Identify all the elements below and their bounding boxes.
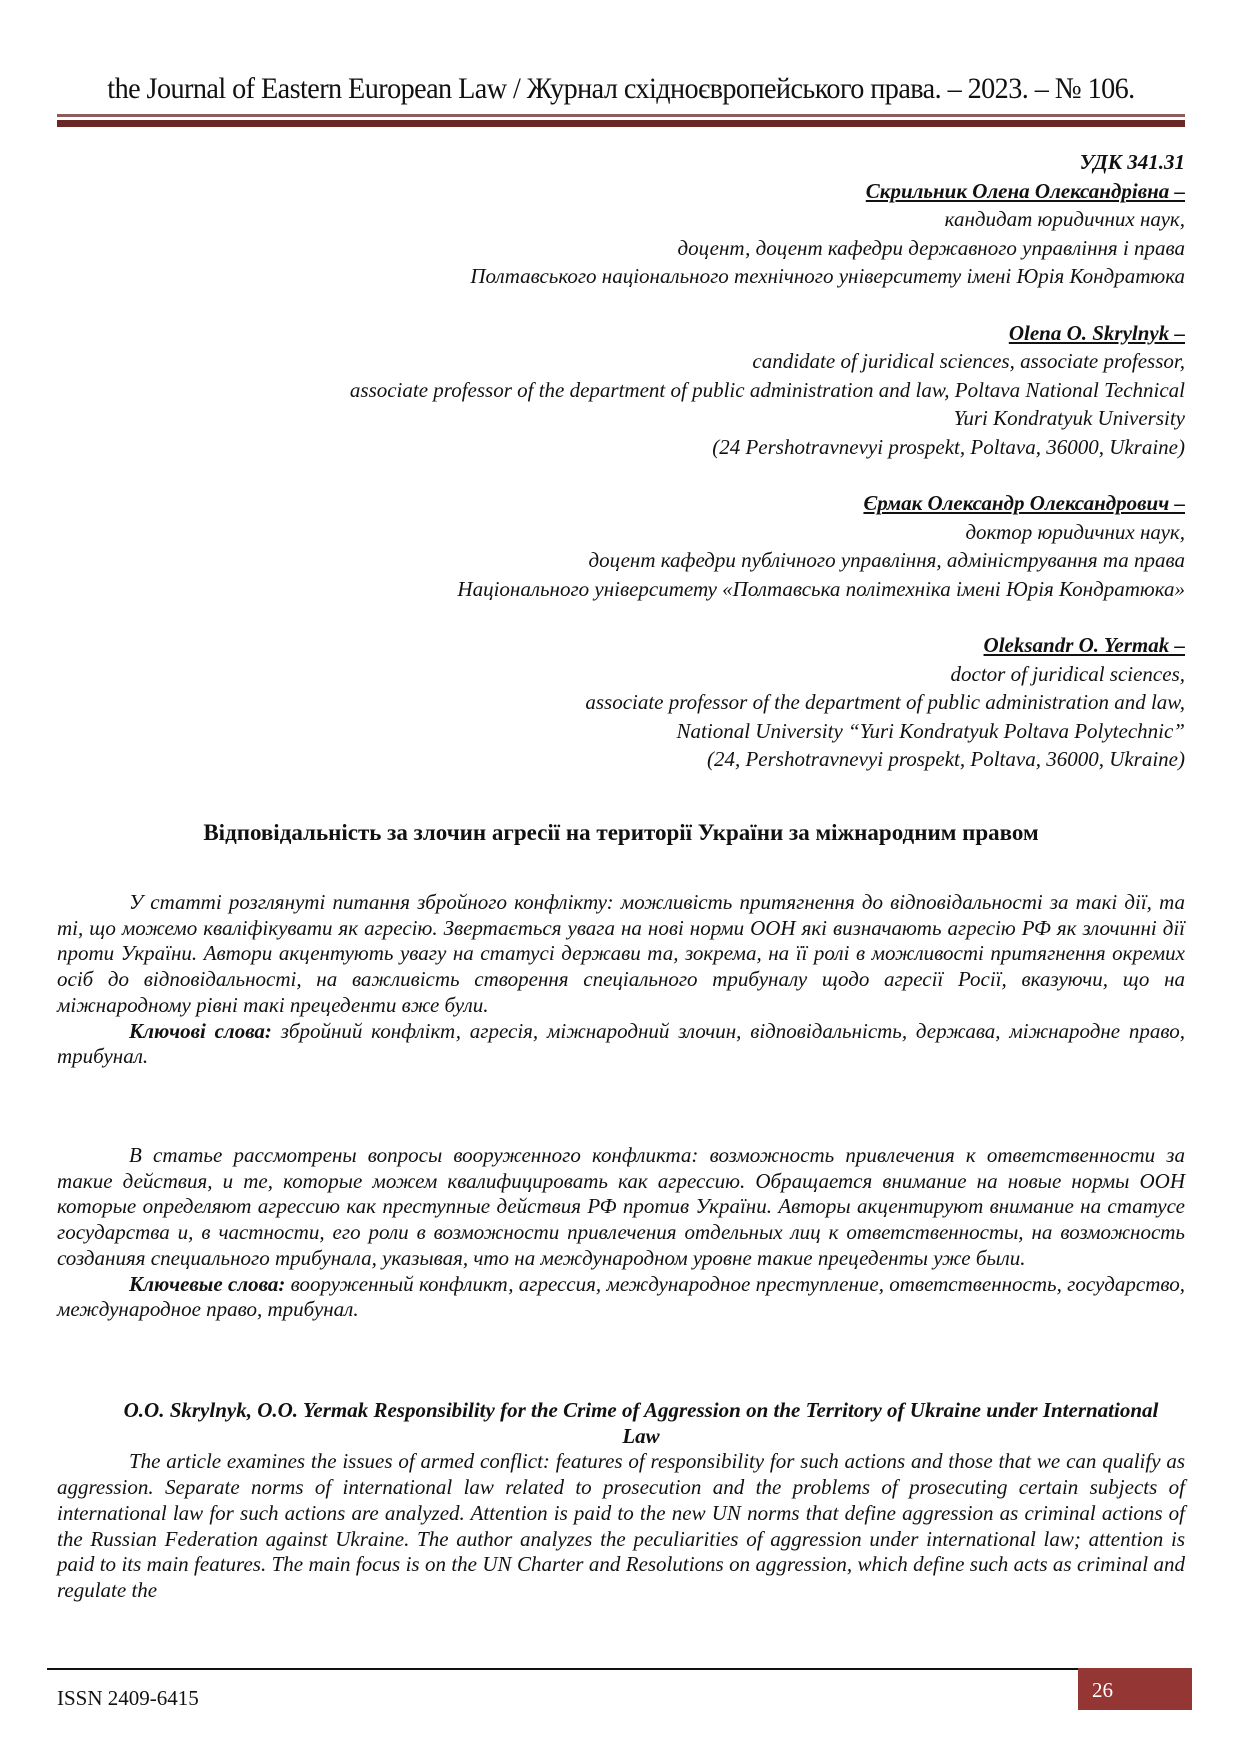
abstract-ukrainian (57, 890, 1185, 1070)
author-affiliation-line: Національного університету «Полтавська політехніка імені Юрія Кондратюка» (457, 576, 1185, 601)
abstract-text: The article examines the issues of armed conflict: features of responsibility for such actions and those that we can qualify as aggression. Separate norms of international law related to prosecution and the problems of prosecuting certain subjects of international law for such actions are analyzed. Attention is paid to the new UN norms that define aggression as criminal actions of the Russian Federation against Ukraine. The author analyzes the peculiarities of aggression under international law; attention is paid to its main features. The main focus is on the UN Charter and Resolutions on aggression, which define such acts as criminal and regulate the (57, 1449, 1185, 1602)
author-block-skrylnyk-en (160, 319, 1185, 462)
article-title: Відповідальність за злочин агресії на території України за міжнародним правом (203, 820, 1039, 845)
author-info (160, 148, 1185, 802)
keywords-list: вооруженный конфликт, агрессия, международное преступление, ответственность, государство, международное право, трибунал. (57, 1271, 1185, 1322)
keywords-label: Ключові слова: (129, 1018, 272, 1043)
author-block-skrylnyk-ua (160, 177, 1185, 291)
author-affiliation-line: National University “Yuri Kondratyuk Poltava Polytechnic” (676, 718, 1185, 743)
page-number-box (1078, 1668, 1192, 1710)
author-block-yermak-ua (160, 489, 1185, 603)
keywords-line (57, 1019, 1185, 1070)
running-header (57, 70, 1185, 108)
author-name: Olena O. Skrylnyk – (1008, 320, 1185, 345)
abstract-text: В статье рассмотрены вопросы вооруженного конфликта: возможность привлечения к ответственности за такие действия, и те, которые можем квалифицировать как агрессию. Обращается внимание на новые нормы ООН которые определяют агрессию как преступные действия РФ против України. Авторы акцентируют внимание на статусе государства и, в частности, его роли в возможности привлечения отдельных лиц к ответственносты, на возможность созданияя специального трибунала, указывая, что на международном уровне такие прецеденты уже были. (57, 1143, 1185, 1270)
page-number: 26 (1092, 1678, 1113, 1702)
author-affiliation-line: associate professor of the department of public administration and law, (585, 690, 1185, 714)
author-affiliation-line: доктор юридичних наук, (965, 519, 1185, 544)
author-affiliation-line: doctor of juridical sciences, (950, 661, 1185, 686)
author-affiliation-line: associate professor of the department of public administration and law, Poltava National Technical (349, 377, 1185, 402)
keywords-list: збройний конфлікт, агресія, міжнародний злочин, відповідальність, держава, міжнародне право, трибунал. (57, 1018, 1185, 1069)
abstract-text: У статті розглянуті питання збройного конфлікту: можливість притягнення до відповідальності за такі дії, та ті, що можемо кваліфікувати як агресію. Звертається увага на нові норми ООН які визначають агресію РФ як злочинні дії проти України. Автори акцентують увагу на статусі держави та, зокрема, на її ролі в можливості притягнення окремих осіб до відповідальності, на важливість створення спеціального трибуналу щодо агресії Росії, вказуючи, що на міжнародному рівні такі прецеденти вже були. (57, 890, 1185, 1017)
author-affiliation-line: Yuri Kondratyuk University (953, 406, 1185, 430)
author-name: Скрильник Олена Олександрівна – (865, 178, 1185, 203)
author-block-yermak-en (160, 631, 1185, 774)
journal-title-line: the Journal of Eastern European Law / Журнал східноєвропейського права. – 2023. – № 106. (107, 72, 1135, 105)
abstract-russian (57, 1143, 1185, 1323)
english-title: O.O. Skrylnyk, O.O. Yermak Responsibility for the Crime of Aggression on the Territory of Ukraine under International Law (123, 1398, 1159, 1448)
header-rule-thin (57, 114, 1185, 117)
udk-code: УДК 341.31 (1079, 150, 1185, 174)
author-affiliation-line: кандидат юридичних наук, (944, 207, 1185, 231)
keywords-line (57, 1272, 1185, 1323)
author-name: Oleksandr O. Yermak – (983, 633, 1185, 657)
author-affiliation-line: доцент кафедри публічного управління, адміністрування та права (588, 548, 1185, 572)
author-name: Єрмак Олександр Олександрович – (863, 491, 1185, 515)
abstract-english (57, 1398, 1185, 1604)
author-affiliation-line: (24, Pershotravnevyi prospekt, Poltava, 36000, Ukraine) (706, 747, 1185, 771)
author-affiliation-line: (24 Pershotravnevyi prospekt, Poltava, 36000, Ukraine) (712, 434, 1185, 459)
author-affiliation-line: Полтавського національного технічного університету імені Юрія Кондратюка (470, 264, 1185, 288)
footer-rule (47, 1668, 1079, 1670)
header-rule-thick (57, 120, 1185, 127)
keywords-label: Ключевые слова: (129, 1271, 286, 1296)
author-affiliation-line: доцент, доцент кафедри державного управління і права (677, 235, 1185, 260)
author-affiliation-line: candidate of juridical sciences, associate professor, (752, 349, 1185, 373)
issn: ISSN 2409-6415 (57, 1686, 199, 1710)
